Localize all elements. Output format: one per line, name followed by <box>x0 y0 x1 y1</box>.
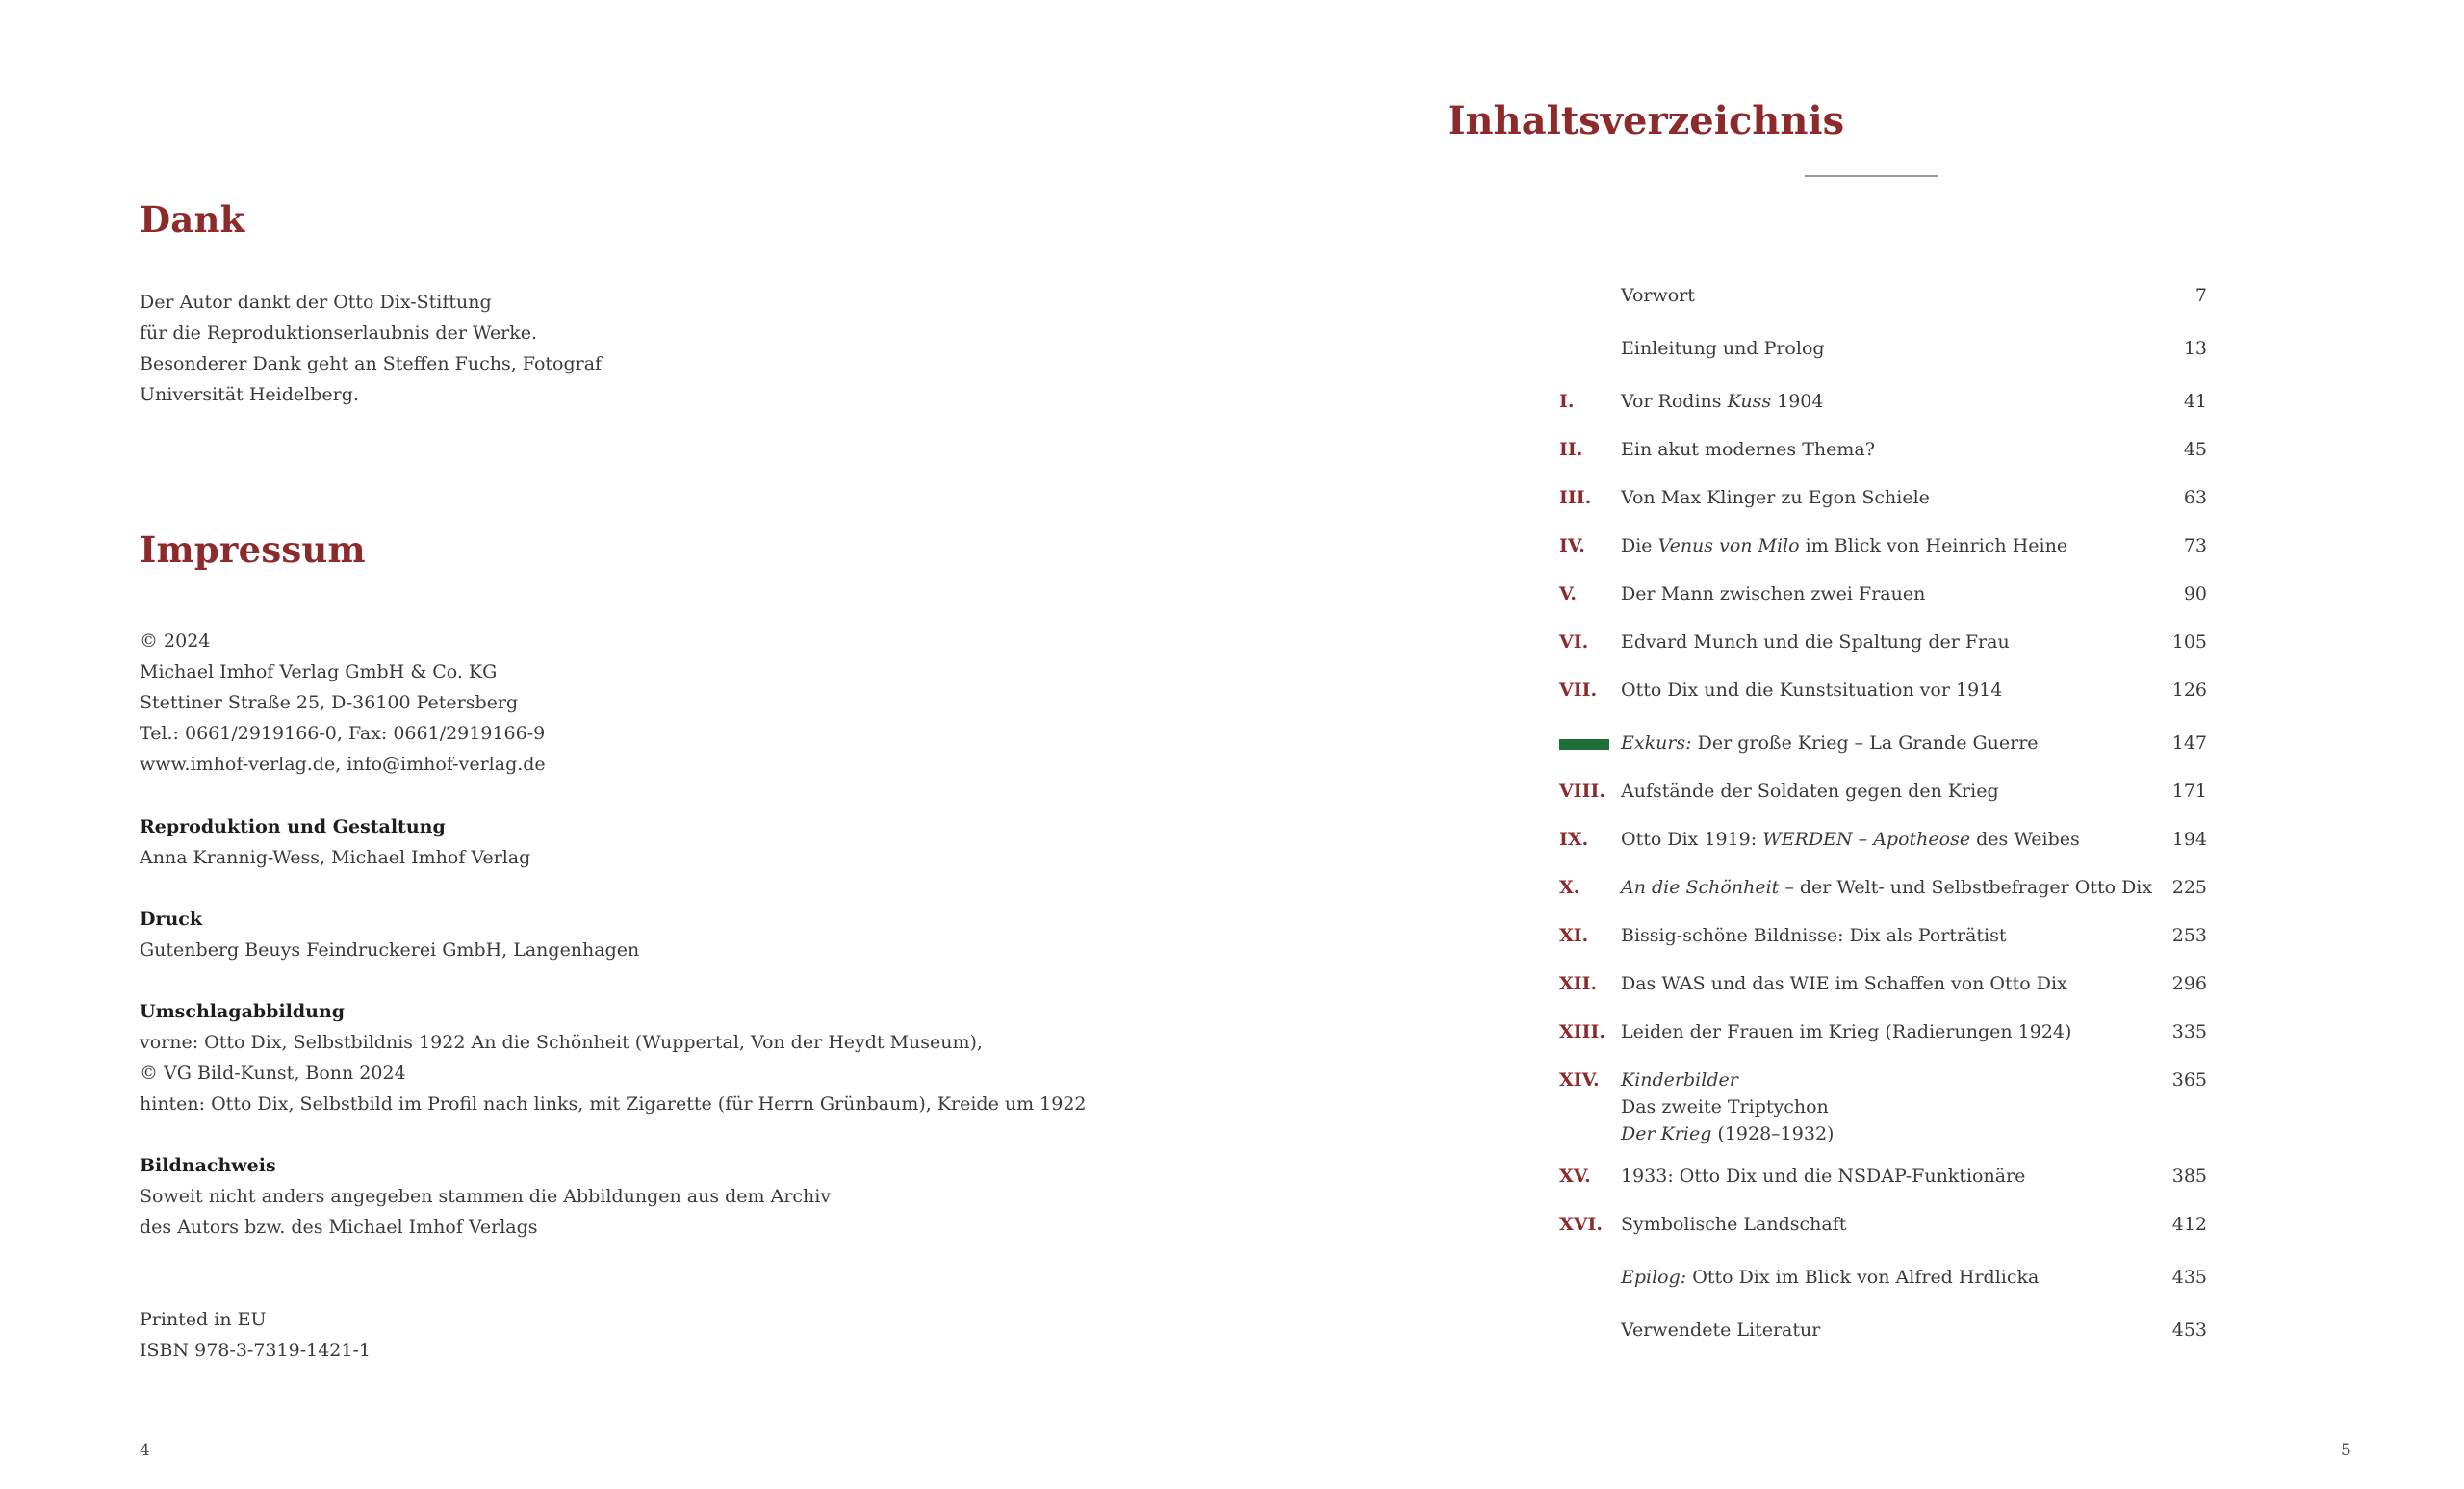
toc-label-text: 1904 <box>1771 391 1824 412</box>
printed-in: Printed in EU <box>140 1309 267 1330</box>
toc-chapter-number: VIII. <box>1559 781 1606 802</box>
toc-page-number: 13 <box>2183 338 2207 359</box>
umschlag-line: © VG Bild-Kunst, Bonn 2024 <box>140 1063 406 1084</box>
toc-label-text: Edvard Munch und die Spaltung der Frau <box>1621 631 2010 653</box>
toc-chapter-number: XV. <box>1559 1166 1591 1187</box>
toc-label-text: Vor Rodins <box>1621 391 1728 412</box>
toc-label-text: im Blick von Heinrich Heine <box>1799 535 2068 556</box>
toc-label-text: Vorwort <box>1621 285 1695 306</box>
toc-entry-label <box>1621 826 2080 853</box>
toc-entry-label <box>1621 388 1823 415</box>
reproduktion-block <box>140 811 530 873</box>
dank-line: für die Reproduktionserlaubnis der Werke. <box>140 322 538 344</box>
toc-page-number: 335 <box>2171 1021 2207 1042</box>
toc-page-number: 253 <box>2171 925 2207 946</box>
toc-page-number: 385 <box>2171 1166 2207 1187</box>
toc-entry-label <box>1621 970 2067 997</box>
toc-chapter-number: VII. <box>1559 680 1598 701</box>
toc-label-italic: Epilog: <box>1621 1267 1687 1288</box>
toc-chapter-number: II. <box>1559 439 1583 460</box>
toc-label-italic: Kuss <box>1727 391 1772 412</box>
toc-entry-label <box>1621 1018 2071 1045</box>
toc-chapter-number: V. <box>1559 583 1578 604</box>
bildnachweis-heading: Bildnachweis <box>140 1155 276 1176</box>
toc-page-number: 73 <box>2183 535 2207 556</box>
druck-text: Gutenberg Beuys Feindruckerei GmbH, Langenhagen <box>140 939 640 961</box>
toc-entry-label <box>1621 874 2152 901</box>
bildnachweis-block <box>140 1150 831 1243</box>
toc-chapter-number: XVI. <box>1559 1214 1603 1235</box>
toc-label-text: Ein akut modernes Thema? <box>1621 439 1875 460</box>
toc-page-number: 171 <box>2171 781 2207 802</box>
toc-label-text: Bissig-schöne Bildnisse: Dix als Porträtist <box>1621 925 2007 946</box>
toc-page-number: 453 <box>2171 1320 2207 1341</box>
druck-heading: Druck <box>140 909 203 930</box>
toc-label-italic: Exkurs: <box>1621 732 1692 754</box>
toc-label-italic: Venus von Milo <box>1657 535 1800 556</box>
toc-entry-label <box>1621 1317 1820 1344</box>
impressum-heading: Impressum <box>140 528 366 571</box>
toc-page-number: 147 <box>2171 732 2207 754</box>
toc-label-text: Otto Dix im Blick von Alfred Hrdlicka <box>1686 1267 2040 1288</box>
address-line: Stettiner Straße 25, D-36100 Petersberg <box>140 692 519 713</box>
dank-heading: Dank <box>140 198 245 241</box>
toc-title-rule <box>1805 175 1938 177</box>
toc-label-text: Verwendete Literatur <box>1621 1320 1821 1341</box>
impressum-contact <box>140 626 546 780</box>
toc-chapter-number: VI. <box>1559 631 1589 653</box>
toc-label-italic: WERDEN – Apotheose <box>1762 829 1971 850</box>
toc-page-number: 435 <box>2171 1267 2207 1288</box>
toc-label-text: Der große Krieg – La Grande Guerre <box>1691 732 2039 754</box>
phone-line: Tel.: 0661/2919166-0, Fax: 0661/2919166-9 <box>140 723 546 744</box>
toc-label-text: (1928–1932) <box>1711 1123 1835 1144</box>
toc-entry-label <box>1621 1264 2039 1291</box>
toc-title: Inhaltsverzeichnis <box>1447 98 1845 143</box>
toc-label-text: Otto Dix und die Kunstsituation vor 1914 <box>1621 680 2003 701</box>
copyright-line: © 2024 <box>140 630 211 652</box>
toc-chapter-number: I. <box>1559 391 1575 412</box>
toc-page-number: 63 <box>2183 487 2207 508</box>
toc-label-text: Der Mann zwischen zwei Frauen <box>1621 583 1926 604</box>
toc-label-text: Aufstände der Soldaten gegen den Krieg <box>1621 781 1999 802</box>
toc-page-number: 41 <box>2183 391 2207 412</box>
bildnachweis-line: Soweit nicht anders angegeben stammen die Abbildungen aus dem Archiv <box>140 1186 832 1207</box>
toc-chapter-number: IX. <box>1559 829 1589 850</box>
toc-entry-label <box>1621 532 2067 559</box>
toc-page-number: 105 <box>2171 631 2207 653</box>
toc-chapter-number: XIII. <box>1559 1021 1606 1042</box>
reproduktion-heading: Reproduktion und Gestaltung <box>140 816 446 837</box>
toc-chapter-number: IV. <box>1559 535 1585 556</box>
toc-page-number: 7 <box>2194 285 2207 306</box>
toc-entry-label <box>1621 1066 1834 1147</box>
toc-page-number: 412 <box>2171 1214 2207 1235</box>
toc-label-text: Symbolische Landschaft <box>1621 1214 1847 1235</box>
web-line: www.imhof-verlag.de, info@imhof-verlag.de <box>140 754 546 775</box>
bildnachweis-line: des Autors bzw. des Michael Imhof Verlags <box>140 1217 538 1238</box>
umschlag-line: hinten: Otto Dix, Selbstbild im Profil nach links, mit Zigarette (für Herrn Grünbaum), Kreide um 1922 <box>140 1093 1087 1115</box>
toc-entry-label <box>1621 778 1999 805</box>
toc-entry-label <box>1621 677 2002 704</box>
toc-label-text: Das zweite Triptychon <box>1621 1096 1829 1117</box>
toc-label-text: – der Welt- und Selbstbefrager Otto Dix <box>1779 877 2153 898</box>
toc-entry-label <box>1621 580 1925 607</box>
toc-page-number: 90 <box>2183 583 2207 604</box>
print-block <box>140 1304 371 1366</box>
dank-line: Besonderer Dank geht an Steffen Fuchs, Fotograf <box>140 353 603 374</box>
toc-entry-label <box>1621 282 1695 309</box>
toc-label-italic: An die Schönheit <box>1621 877 1780 898</box>
toc-label-text: Das WAS und das WIE im Schaffen von Otto Dix <box>1621 973 2067 994</box>
toc-label-text: des Weibes <box>1970 829 2080 850</box>
toc-entry-label <box>1621 1211 1846 1238</box>
toc-label-italic: Kinderbilder <box>1621 1069 1738 1091</box>
toc-label-text: Einleitung und Prolog <box>1621 338 1825 359</box>
dank-text <box>140 287 602 410</box>
toc-entry-label <box>1621 436 1875 463</box>
toc-entry-label <box>1621 922 2007 949</box>
dank-line: Der Autor dankt der Otto Dix-Stiftung <box>140 292 492 313</box>
toc-page-number: 365 <box>2171 1069 2207 1091</box>
publisher-line: Michael Imhof Verlag GmbH & Co. KG <box>140 661 498 682</box>
exkurs-marker-icon <box>1559 739 1609 750</box>
dank-line: Universität Heidelberg. <box>140 384 359 405</box>
toc-page-number: 225 <box>2171 877 2207 898</box>
toc-label-text: Von Max Klinger zu Egon Schiele <box>1621 487 1930 508</box>
toc-chapter-number: X. <box>1559 877 1580 898</box>
reproduktion-text: Anna Krannig-Wess, Michael Imhof Verlag <box>140 847 531 868</box>
page-number-right: 5 <box>2341 1441 2351 1460</box>
umschlag-block <box>140 996 1087 1119</box>
toc-chapter-number: XIV. <box>1559 1069 1600 1091</box>
page-number-left: 4 <box>140 1441 150 1460</box>
toc-entry-label <box>1621 484 1930 511</box>
toc-page-number: 296 <box>2171 973 2207 994</box>
druck-block <box>140 904 639 965</box>
toc-label-text: 1933: Otto Dix und die NSDAP-Funktionäre <box>1621 1166 2026 1187</box>
toc-entry-label <box>1621 730 2039 757</box>
toc-label-text: Leiden der Frauen im Krieg (Radierungen 1924) <box>1621 1021 2072 1042</box>
toc-page-number: 45 <box>2183 439 2207 460</box>
toc-entry-label <box>1621 1163 2025 1190</box>
toc-chapter-number: XII. <box>1559 973 1598 994</box>
toc-label-text: Die <box>1621 535 1658 556</box>
toc-page-number: 126 <box>2171 680 2207 701</box>
right-page <box>1232 0 2464 1489</box>
toc-entry-label <box>1621 335 1825 362</box>
toc-page-number: 194 <box>2171 829 2207 850</box>
toc-chapter-number: XI. <box>1559 925 1589 946</box>
toc-entry-label <box>1621 629 2010 655</box>
toc-chapter-number: III. <box>1559 487 1592 508</box>
isbn: ISBN 978-3-7319-1421-1 <box>140 1340 371 1361</box>
toc-label-text: Otto Dix 1919: <box>1621 829 1763 850</box>
umschlag-line: vorne: Otto Dix, Selbstbildnis 1922 An die Schönheit (Wuppertal, Von der Heydt Museum), <box>140 1032 983 1053</box>
umschlag-heading: Umschlagabbildung <box>140 1001 346 1022</box>
toc-label-italic: Der Krieg <box>1621 1123 1712 1144</box>
